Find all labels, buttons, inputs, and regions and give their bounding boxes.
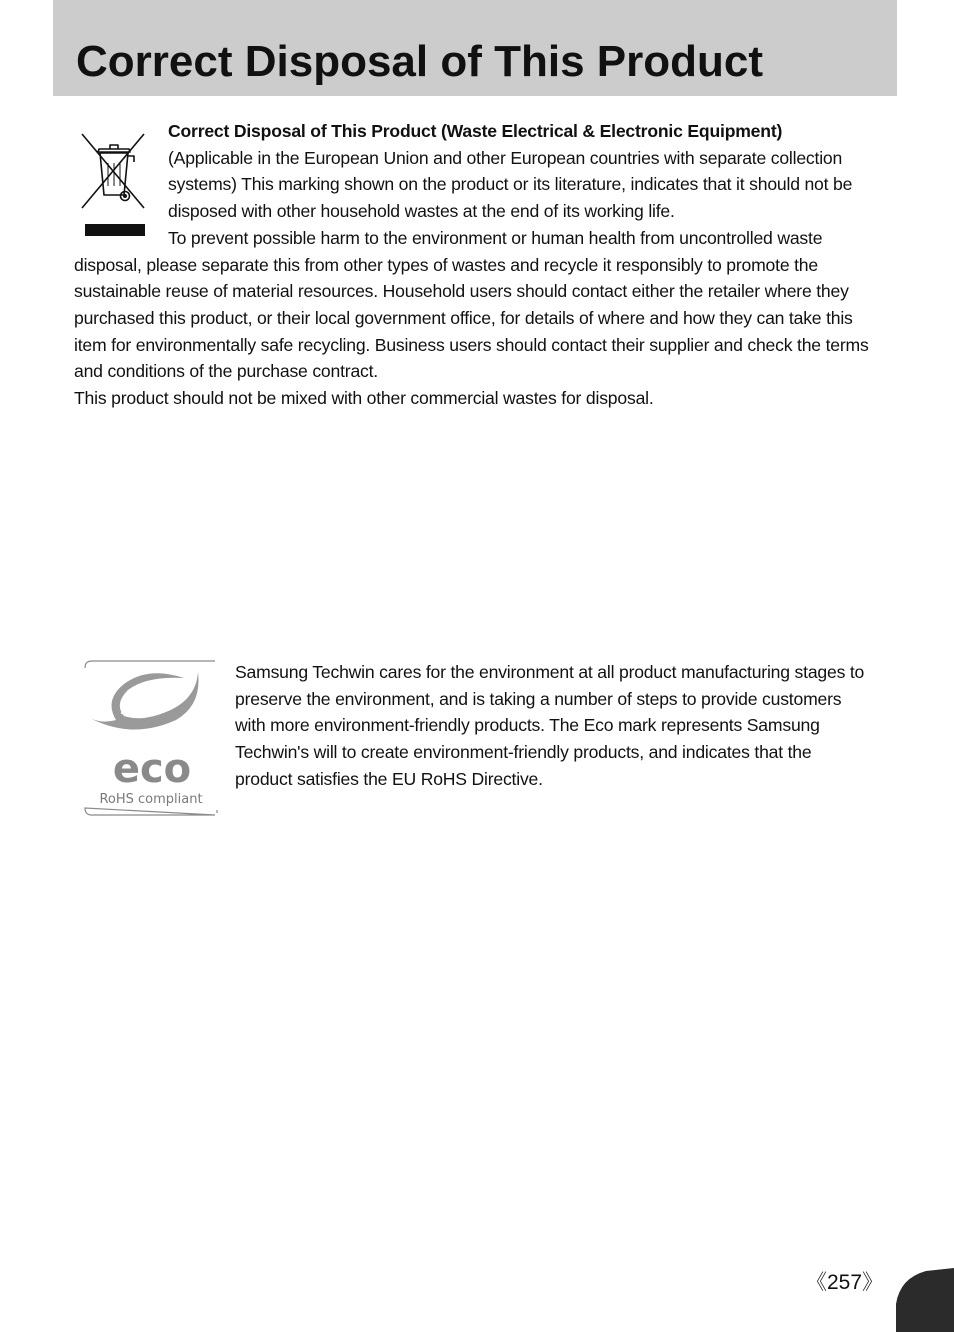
eco-text-line: with more environment-friendly products. The Eco mark represents Samsung [235,715,820,736]
eco-leaf-icon [90,672,199,730]
weee-text-line: disposal, please separate this from other types of wastes and recycle it responsibly to promote the [74,254,818,275]
weee-heading: Correct Disposal of This Product (Waste Electrical & Electronic Equipment) [168,121,783,141]
weee-text-line: and conditions of the purchase contract. [74,361,378,382]
eco-text-line: product satisfies the EU RoHS Directive. [235,768,543,789]
eco-rohs-logo [84,660,218,817]
eco-notice [235,659,885,793]
eco-text-line: preserve the environment, and is taking a number of steps to provide customers [235,688,842,709]
weee-notice [74,118,882,412]
weee-text-line: (Applicable in the European Union and other European countries with separate collection [168,147,843,168]
weee-text-line: purchased this product, or their local government office, for details of where and how they can take this [74,307,853,328]
weee-text-line: To prevent possible harm to the environment or human health from uncontrolled waste [168,227,823,248]
page-title: Correct Disposal of This Product [76,37,763,86]
weee-text-line: systems) This marking shown on the product or its literature, indicates that it should not be [168,174,853,195]
weee-text-line: This product should not be mixed with other commercial wastes for disposal. [74,388,654,409]
eco-text-line: Techwin's will to create environment-friendly products, and indicates that the [235,742,812,763]
weee-text-line: disposed with other household wastes at the end of its working life. [168,201,675,222]
eco-logo-word: eco [112,746,192,792]
eco-logo-caption: RoHS compliant [99,792,203,807]
page-corner-tab [896,1268,954,1332]
title-bar [53,0,897,96]
page-number: 《257》 [806,1271,884,1294]
weee-text-line: sustainable reuse of material resources. Household users should contact either the retailer where they [74,281,849,302]
eco-text-line: Samsung Techwin cares for the environment at all product manufacturing stages to [235,662,865,682]
weee-text-line: item for environmentally safe recycling. Business users should contact their supplier and check the terms [74,334,869,355]
